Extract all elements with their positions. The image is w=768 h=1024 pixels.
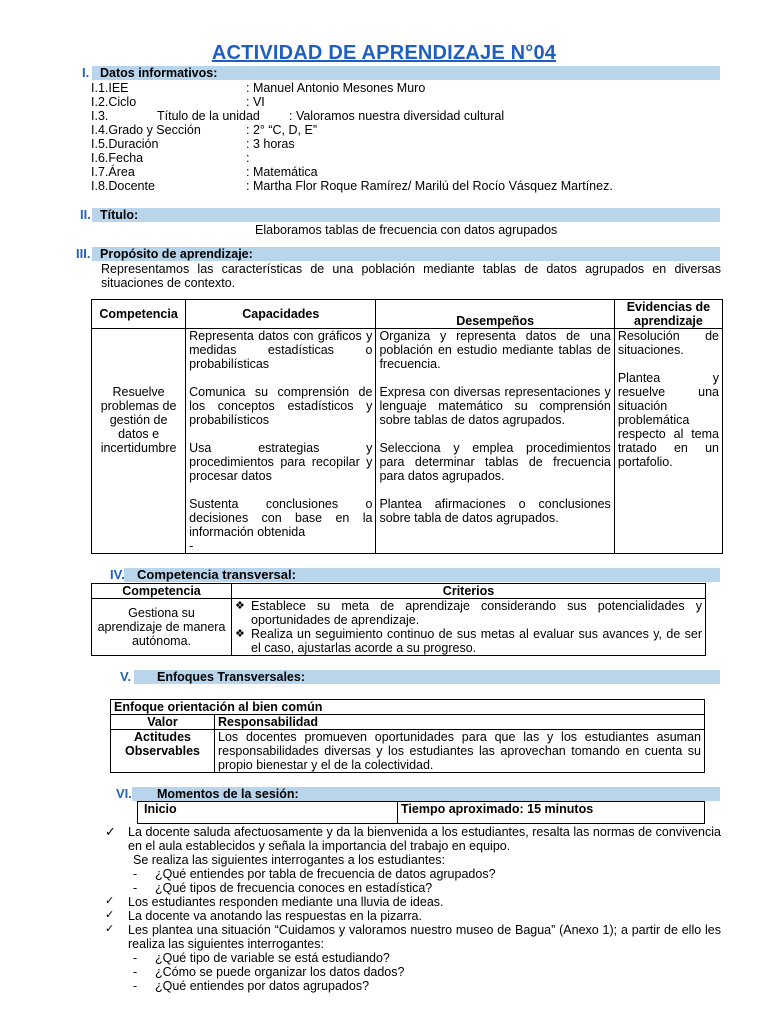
- page-title: ACTIVIDAD DE APRENDIZAJE N°04: [211, 42, 557, 64]
- dash-icon: -: [133, 965, 138, 979]
- question-3: ¿Qué tipo de variable se está estudiando?: [155, 951, 390, 965]
- diamond-icon: ❖: [235, 628, 245, 640]
- dash-icon: -: [133, 951, 138, 965]
- capacidad-3: Usa estrategias y procedimientos para recopilar y procesar datos: [189, 441, 373, 483]
- info-value-docente: : Martha Flor Roque Ramírez/ Marilú del Rocío Vásquez Martínez.: [246, 179, 613, 193]
- section-band-2: [92, 208, 720, 222]
- criterio-1: [235, 599, 702, 627]
- actitudes-label: Actitudes Observables: [111, 730, 215, 773]
- t2-header-competencia: Competencia: [92, 584, 232, 599]
- evidencia-2: Plantea y resuelve una situación problemática respecto al tema tratado en un portafolio.: [617, 371, 719, 469]
- desempeno-2: Expresa con diversas representaciones y lenguaje matemático su comprensión sobre tablas de datos agrupados.: [379, 385, 611, 427]
- section-label-datos: Datos informativos:: [100, 66, 218, 80]
- question-1: ¿Qué entiendes por tabla de frecuencia de datos agrupados?: [155, 867, 496, 881]
- session-item-1b: Se realiza las siguientes interrogantes a los estudiantes:: [133, 853, 445, 867]
- info-key-duracion: I.5.Duración: [91, 137, 159, 151]
- section-label-titulo: Título:: [100, 208, 139, 222]
- evidencia-1: Resolución de situaciones.: [617, 329, 719, 357]
- capacidad-4: Sustenta conclusiones o decisiones con base en la información obtenida: [189, 497, 373, 539]
- desempeno-1: Organiza y representa datos de una población en estudio mediante tablas de frecuencia.: [379, 329, 611, 371]
- criterio-2-text: Realiza un seguimiento continuo de sus metas al evaluar sus avances y, de ser el caso, ajustarlas acorde a su progreso.: [251, 627, 702, 655]
- info-key-ciclo: I.2.Ciclo: [91, 95, 137, 109]
- header-desempenos: Desempeños: [376, 300, 614, 329]
- info-key-grado: I.4.Grado y Sección: [91, 123, 201, 137]
- desempeno-3: Selecciona y emplea procedimientos para determinar tablas de frecuencia para datos agrupados.: [379, 441, 611, 483]
- section-number-3: III.: [76, 246, 91, 261]
- cell-competencia: Resuelve problemas de gestión de datos e incertidumbre: [92, 329, 186, 554]
- check-icon: ✓: [105, 923, 115, 935]
- t2-competencia: Gestiona su aprendizaje de manera autónoma.: [92, 599, 232, 656]
- section-number-1: I.: [82, 65, 90, 80]
- section-label-competencia-transversal: Competencia transversal:: [137, 567, 296, 582]
- proposito-text: Representamos las características de una población mediante tablas de datos agrupados en diversas situaciones de contexto.: [101, 262, 721, 290]
- question-2: ¿Qué tipos de frecuencia conoces en estadística?: [155, 881, 433, 895]
- info-value-fecha: :: [246, 151, 250, 165]
- info-value-iee: : Manuel Antonio Mesones Muro: [246, 81, 426, 95]
- info-key-area: I.7.Área: [91, 165, 135, 179]
- capacidad-1: Representa datos con gráficos y medidas estadísticas o probabilísticas: [189, 329, 373, 371]
- question-4: ¿Cómo se puede organizar los datos dados?: [155, 965, 405, 979]
- info-value-area: : Matemática: [246, 165, 318, 179]
- enfoque-title: Enfoque orientación al bien común: [111, 700, 705, 715]
- check-icon: ✓: [105, 824, 116, 839]
- session-item-1: La docente saluda afectuosamente y da la bienvenida a los estudiantes, resalta las normas de convivencia en el aula establecidos y señala la importancia del trabajo en equipo.: [128, 825, 721, 853]
- info-value-unidad: : Valoramos nuestra diversidad cultural: [289, 109, 505, 123]
- header-competencia: Competencia: [92, 300, 186, 329]
- session-item-3: La docente va anotando las respuestas en la pizarra.: [128, 909, 422, 923]
- section-label-enfoques: Enfoques Transversales:: [157, 670, 305, 684]
- info-key-docente: I.8.Docente: [91, 179, 155, 193]
- dash-icon: -: [133, 867, 138, 881]
- inicio-table: [137, 801, 705, 824]
- info-value-ciclo: : VI: [246, 95, 265, 109]
- section-number-4: IV.: [110, 567, 125, 582]
- actitudes-text: Los docentes promueven oportunidades para que las y los estudiantes asuman responsabilidades diversas y los estudiantes las aprovechan tomando en cuenta su propio bienestar y el de la colectividad.: [215, 730, 705, 773]
- criterio-1-text: Establece su meta de aprendizaje considerando sus potencialidades y oportunidades de aprendizaje.: [251, 599, 702, 627]
- dash-icon: -: [133, 881, 138, 895]
- capacidad-2: Comunica su comprensión de los conceptos estadísticos y probabilísticos: [189, 385, 373, 427]
- session-item-2: Los estudiantes responden mediante una lluvia de ideas.: [128, 895, 444, 909]
- question-5: ¿Qué entiendes por datos agrupados?: [155, 979, 370, 993]
- section-label-momentos: Momentos de la sesión:: [157, 787, 299, 801]
- check-icon: ✓: [105, 895, 115, 907]
- section-number-5: V.: [120, 669, 132, 684]
- info-mid-unidad: Título de la unidad: [157, 109, 260, 123]
- cell-capacidades: [186, 329, 376, 554]
- info-key-unidad: I.3.: [91, 109, 109, 123]
- t2-criterios: [232, 599, 706, 656]
- competencias-table: [91, 299, 723, 554]
- inicio-label: Inicio: [138, 802, 398, 824]
- tiempo-label: Tiempo aproximado: 15 minutos: [398, 802, 705, 824]
- section-number-6: VI.: [116, 786, 132, 801]
- check-icon: ✓: [105, 909, 115, 921]
- transversal-table: [91, 583, 706, 656]
- header-capacidades: Capacidades: [186, 300, 376, 329]
- info-value-grado: : 2° “C, D, E”: [246, 123, 317, 137]
- cell-evidencias: [614, 329, 722, 554]
- session-item-4: Les plantea una situación “Cuidamos y valoramos nuestro museo de Bagua” (Anexo 1); a partir de ello les realiza las siguientes interrogantes:: [128, 923, 721, 951]
- valor-label: Valor: [111, 715, 215, 730]
- criterio-2: [235, 627, 702, 655]
- enfoque-table: [110, 699, 705, 773]
- info-key-iee: I.1.IEE: [91, 81, 129, 95]
- cell-desempenos: [376, 329, 614, 554]
- section-number-2: II.: [80, 207, 91, 222]
- section-label-proposito: Propósito de aprendizaje:: [100, 247, 253, 261]
- info-value-duracion: : 3 horas: [246, 137, 295, 151]
- info-key-fecha: I.6.Fecha: [91, 151, 144, 165]
- diamond-icon: ❖: [235, 600, 245, 612]
- desempeno-4: Plantea afirmaciones o conclusiones sobre tabla de datos agrupados.: [379, 497, 611, 525]
- header-evidencias: Evidencias de aprendizaje: [614, 300, 722, 329]
- capacidad-dash: -: [189, 539, 194, 553]
- titulo-text: Elaboramos tablas de frecuencia con datos agrupados: [255, 223, 558, 237]
- t2-header-criterios: Criterios: [232, 584, 706, 599]
- dash-icon: -: [133, 979, 138, 993]
- responsabilidad-label: Responsabilidad: [215, 715, 705, 730]
